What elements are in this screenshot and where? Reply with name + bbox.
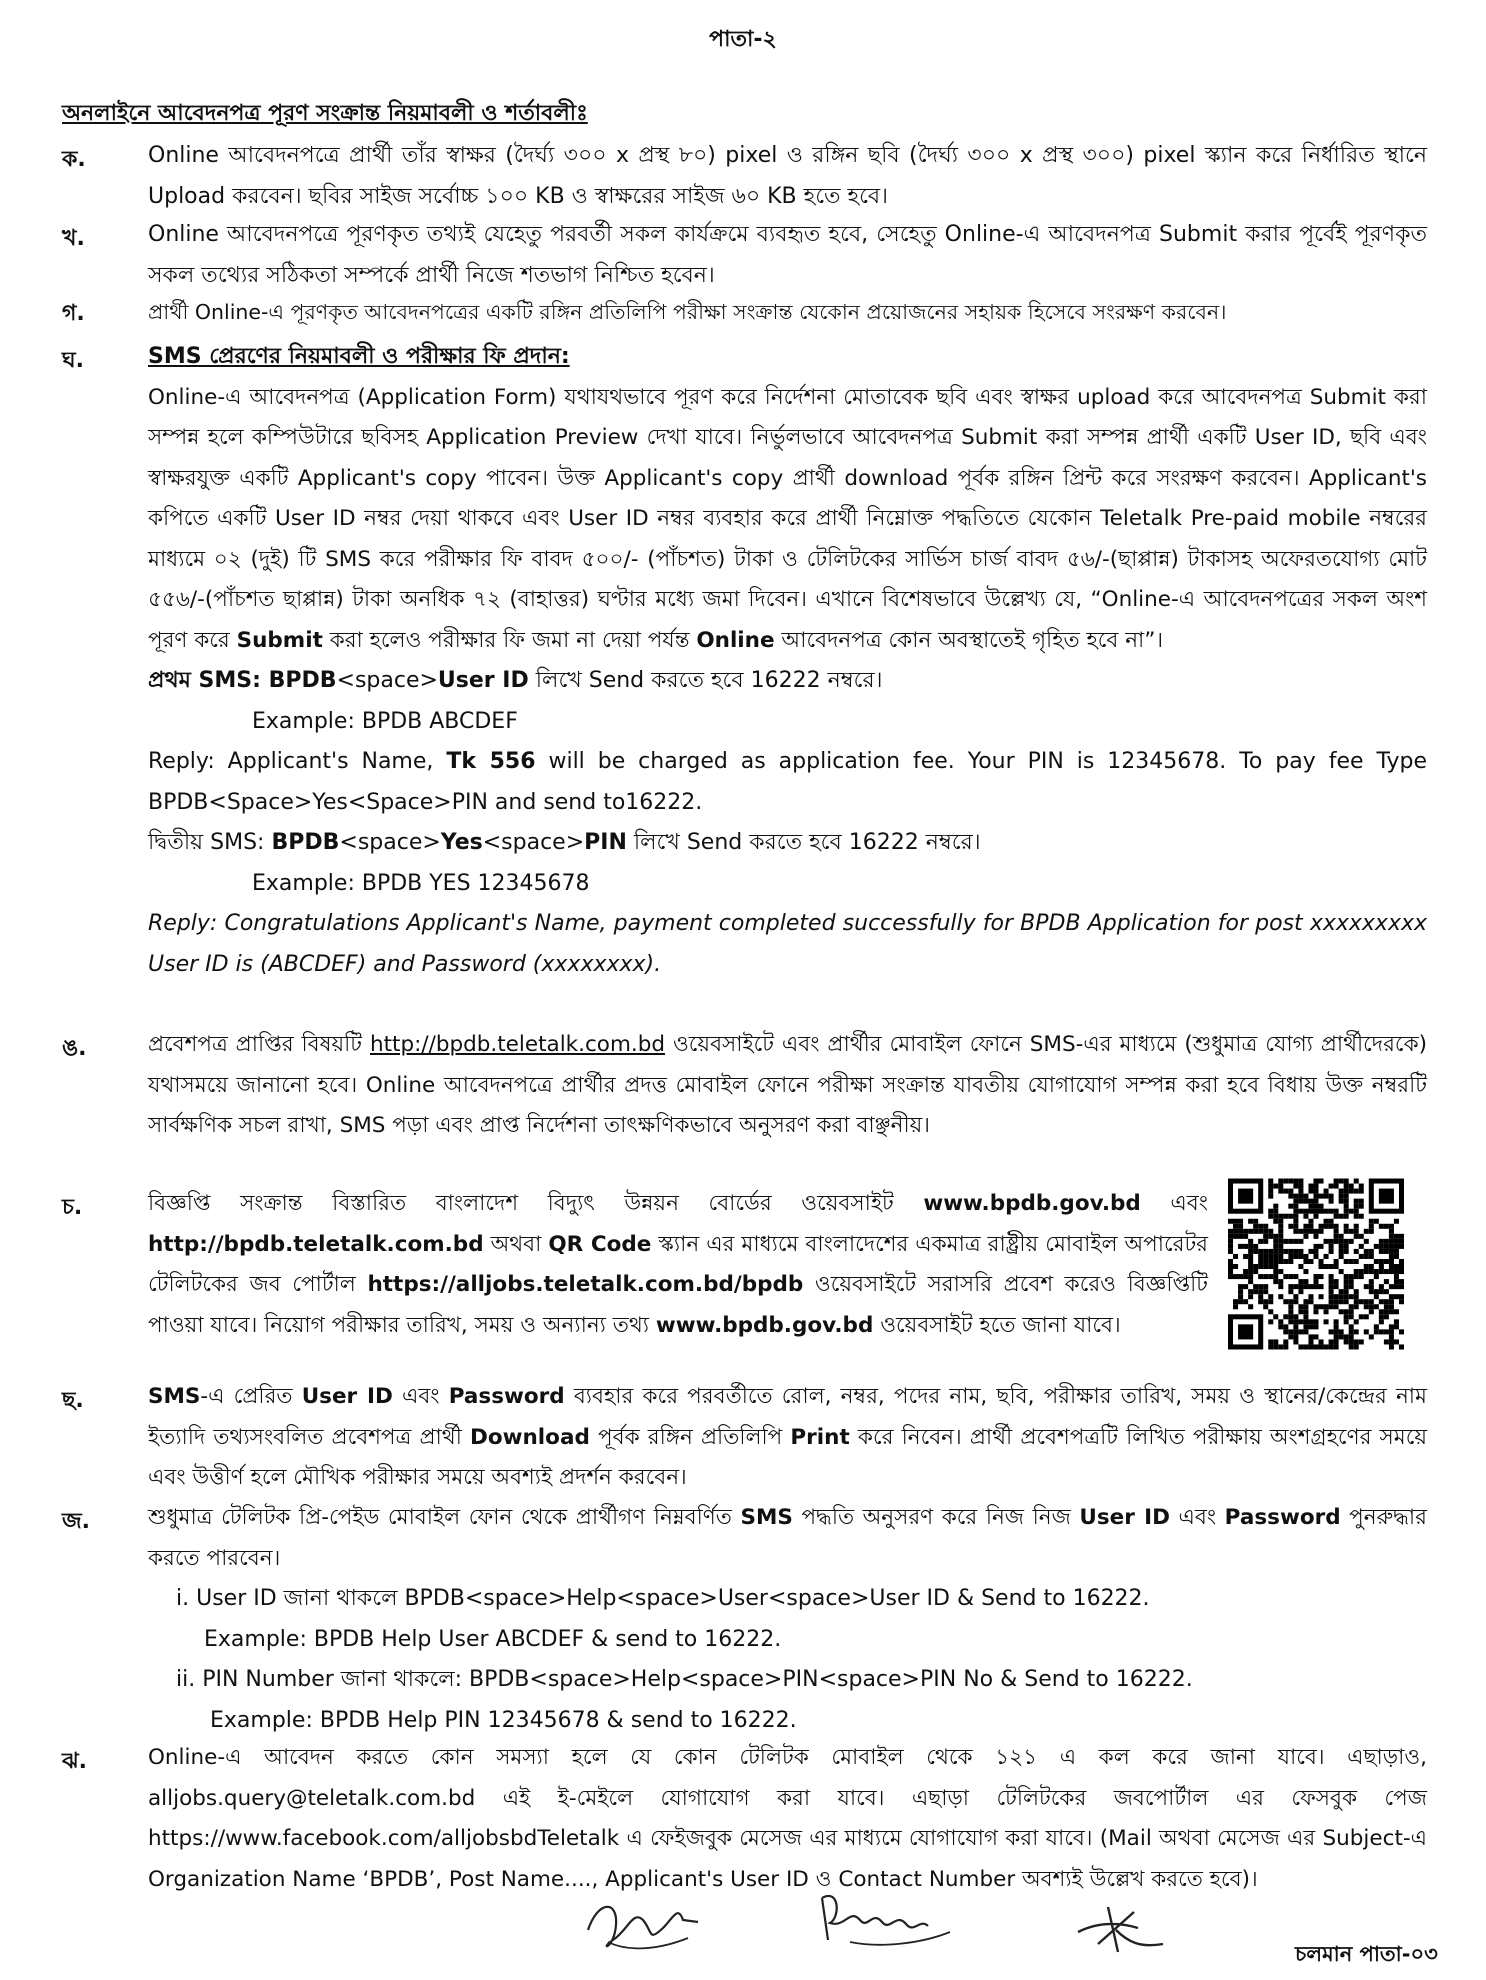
- sms-rules-title: SMS প্রেরণের নিয়মাবলী ও পরীক্ষার ফি প্রদান:: [148, 344, 570, 369]
- signature-2: [810, 1878, 960, 1960]
- item-text: ওয়েবসাইট হতে জানা যাবে।: [880, 1312, 1121, 1338]
- item-marker: ঝ.: [62, 1749, 88, 1774]
- qr-code-label: QR Code: [548, 1231, 652, 1257]
- sms2-yes: Yes: [440, 830, 483, 855]
- admit-card-link[interactable]: http://bpdb.teletalk.com.bd: [369, 1032, 666, 1057]
- userid-term: User ID: [1079, 1505, 1170, 1530]
- recovery-line-ii: ii. PIN Number জানা থাকলে: BPDB<space>Help<space>PIN<space>PIN No & Send to 16222.: [176, 1667, 1193, 1692]
- item-text: Online-এ আবেদন করতে কোন সমস্যা হলে যে কোন টেলিটক মোবাইল থেকে ১২১ এ কল করে জানা যাবে। এছাড়াও, alljobs.query@teletalk.com.bd এই ই-মেইলে যোগাযোগ করা যাবে। এছাড়া টেলিটকের জবপোর্টাল এর ফেসবুক পেজ https://www.facebook.com/alljobsbdTeletalk এ ফেইজবুক মেসেজ এর মাধ্যমে যোগাযোগ করা যাবে। (Mail অথবা মেসেজ এর Subject-এ Organization Name ‘BPDB’, Post Name...., Applicant's User ID ও Contact Number অবশ্যই উল্লেখ করতে হবে)।: [148, 1745, 1428, 1892]
- print-term: Print: [790, 1424, 850, 1450]
- recovery-example-i: Example: BPDB Help User ABCDEF & send to 16222.: [204, 1626, 782, 1652]
- item-text: করে নিবেন। প্রার্থী প্রবেশপত্রটি লিখিত পরীক্ষায় অংশগ্রহণের সময়ে এবং উত্তীর্ণ হলে মৌখিক পরীক্ষার সময়ে অবশ্যই প্রদর্শন করবেন।: [148, 1424, 1427, 1490]
- recovery-example-ii: Example: BPDB Help PIN 12345678 & send to 16222.: [210, 1707, 797, 1733]
- item-text: ওয়েবসাইটে সরাসরি প্রবেশ করেও বিজ্ঞপ্তিটি পাওয়া যাবে। নিয়োগ পরীক্ষার তারিখ, সময় ও অন্যান্য তথ্য: [148, 1272, 1209, 1338]
- password-term: Password: [448, 1384, 565, 1409]
- section-heading: অনলাইনে আবেদনপত্র পূরণ সংক্রান্ত নিয়মাবলী ও শর্তাবলীঃ: [62, 101, 588, 126]
- quote-part: আবেদনপত্র কোন অবস্থাতেই গৃহিত হবে না”।: [781, 627, 1164, 653]
- signature-3: [1068, 1892, 1178, 1962]
- sms-term: SMS: [740, 1505, 793, 1530]
- item-marker: গ.: [62, 301, 85, 326]
- sms1-space: <space>: [336, 668, 438, 693]
- sms2-pin: PIN: [584, 830, 627, 855]
- quote-part: করা হলেও পরীক্ষার ফি জমা না দেয়া পর্যন্ত: [329, 627, 690, 653]
- item-text: পদ্ধতি অনুসরণ করে নিজ নিজ: [801, 1505, 1071, 1530]
- reply1-amount: Tk 556: [446, 749, 536, 774]
- item-marker: ঘ.: [62, 348, 84, 373]
- item-text: এবং: [401, 1384, 440, 1409]
- quote-online: Online: [696, 627, 775, 653]
- sms2-bpdb: BPDB: [271, 830, 340, 855]
- reply-1: [148, 742, 1427, 823]
- recovery-line-i: i. User ID জানা থাকলে BPDB<space>Help<space>User<space>User ID & Send to 16222.: [176, 1586, 1150, 1611]
- sms1-userid: User ID: [437, 668, 529, 693]
- sms1-label: প্রথম SMS: BPDB: [148, 668, 337, 693]
- item-text: স্ক্যান এর মাধ্যমে বাংলাদেশের একমাত্র রাষ্ট্রীয় মোবাইল অপারেটর টেলিটকের জব পোর্টাল: [148, 1231, 1208, 1297]
- item-text: ওয়েবসাইটে এবং প্রার্থীর মোবাইল ফোনে SMS-এর মাধ্যমে (শুধুমাত্র যোগ্য প্রার্থীদেরকে) যথাসময়ে জানানো হবে। Online আবেদনপত্রে প্রার্থীর প্রদত্ত মোবাইল ফোনে পরীক্ষা সংক্রান্ত যাবতীয় যোগাযোগ সম্পন্ন করা হবে বিধায় উক্ত নম্বরটি সার্বক্ষণিক সচল রাখা, SMS পড়া এবং প্রাপ্ত নির্দেশনা তাৎক্ষণিকভাবে অনুসরণ করা বাঞ্ছনীয়।: [148, 1032, 1428, 1138]
- sms2-rest: লিখে Send করতে হবে 16222 নম্বরে।: [633, 830, 981, 855]
- reply1-start: Reply: Applicant's Name,: [148, 749, 434, 774]
- bpdb-website[interactable]: www.bpdb.gov.bd: [655, 1312, 874, 1338]
- sms-term: SMS: [148, 1384, 201, 1409]
- sms1-rest: লিখে Send করতে হবে 16222 নম্বরে।: [535, 668, 883, 693]
- sms2-label: দ্বিতীয় SMS:: [148, 830, 265, 855]
- item-text: ব্যবহার করে পরবর্তীতে রোল, নম্বর, পদের নাম, ছবি, পরীক্ষার তারিখ, সময় ও স্থানের/কেন্দ্রের নাম ইত্যাদি তথ্যসংবলিত প্রবেশপত্র প্রার্থী: [148, 1384, 1427, 1450]
- item-marker: ঙ.: [62, 1036, 87, 1061]
- userid-term: User ID: [301, 1384, 393, 1409]
- sms2-space: <space>: [482, 830, 585, 855]
- bpdb-website[interactable]: www.bpdb.gov.bd: [923, 1191, 1141, 1216]
- page-number: পাতা-২: [709, 27, 777, 52]
- reply-2: Reply: Congratulations Applicant's Name, payment completed successfully for BPDB Application for post xxxxxxxxx User ID is (ABCDEF) and Password (xxxxxxxx).: [148, 911, 1427, 977]
- item-text: Online আবেদনপত্রে পূরণকৃত তথ্যই যেহেতু পরবর্তী সকল কার্যক্রমে ব্যবহৃত হবে, সেহেতু Online-এ আবেদনপত্র Submit করার পূর্বেই পূরণকৃত সকল তথ্যের সঠিকতা সম্পর্কে প্রার্থী নিজে শতভাগ নিশ্চিত হবেন।: [148, 222, 1427, 288]
- item-text: প্রবেশপত্র প্রাপ্তির বিষয়টি: [148, 1032, 363, 1057]
- example-2: Example: BPDB YES 12345678: [252, 870, 590, 896]
- password-term: Password: [1224, 1505, 1341, 1530]
- item-marker: ছ.: [62, 1388, 84, 1413]
- sms1-line: [148, 661, 1427, 702]
- quote-part: “Online-এ আবেদনপত্রের সকল অংশ পূরণ করে: [148, 587, 1427, 653]
- item-marker: জ.: [62, 1509, 91, 1534]
- item-text: অথবা: [490, 1231, 542, 1257]
- continued-page-indicator: চলমান পাতা-০৩: [1295, 1942, 1438, 1966]
- item-text: শুধুমাত্র টেলিটক প্রি-পেইড মোবাইল ফোন থেকে প্রার্থীগণ নিম্নবর্ণিত: [148, 1505, 732, 1530]
- item-text: এবং: [1178, 1505, 1217, 1530]
- item-text: এবং: [1170, 1191, 1208, 1216]
- sms2-space: <space>: [339, 830, 441, 855]
- item-marker: খ.: [62, 226, 85, 251]
- item-marker: ক.: [62, 147, 86, 172]
- download-term: Download: [470, 1424, 590, 1450]
- sms2-line: [148, 823, 1427, 864]
- item-text: প্রার্থী Online-এ পূরণকৃত আবেদনপত্রের একটি রঙ্গিন প্রতিলিপি পরীক্ষা সংক্রান্ত যেকোন প্রয়োজনের সহায়ক হিসেবে সংরক্ষণ করবেন।: [148, 300, 1227, 324]
- example-1: Example: BPDB ABCDEF: [252, 708, 518, 734]
- quote-submit: Submit: [236, 627, 323, 653]
- qr-code-image[interactable]: [1228, 1178, 1404, 1350]
- item-text: -এ প্রেরিত: [200, 1384, 293, 1409]
- signature-1: [578, 1880, 708, 1960]
- item-marker: চ.: [62, 1195, 83, 1220]
- reply1-rest: will be charged as application fee. Your PIN is 12345678. To pay fee Type BPDB<Space>Yes<Space>PIN and send to16222.: [148, 749, 1427, 815]
- sms-rules-paragraph: Online-এ আবেদনপত্র (Application Form) যথাযথভাবে পূরণ করে নির্দেশনা মোতাবেক ছবি এবং স্বাক্ষর upload করে আবেদনপত্র Submit করা সম্পন্ন হলে কম্পিউটারে ছবিসহ Application Preview দেখা যাবে। নির্ভুলভাবে আবেদনপত্র Submit করা সম্পন্ন প্রার্থী একটি User ID, ছবি এবং স্বাক্ষরযুক্ত একটি Applicant's copy পাবেন। উক্ত Applicant's copy প্রার্থী download পূর্বক রঙ্গিন প্রিন্ট করে সংরক্ষণ করবেন। Applicant's কপিতে একটি User ID নম্বর দেয়া থাকবে এবং User ID নম্বর ব্যবহার করে প্রার্থী নিম্নোক্ত পদ্ধতিতে যেকোন Teletalk Pre-paid mobile নম্বরের মাধ্যমে ০২ (দুই) টি SMS করে পরীক্ষার ফি বাবদ ৫০০/- (পাঁচশত) টাকা ও টেলিটকের সার্ভিস চার্জ বাবদ ৫৬/-(ছাপ্পান্ন) টাকাসহ অফেরতযোগ্য মোট ৫৫৬/-(পাঁচশত ছাপ্পান্ন) টাকা অনধিক ৭২ (বাহাত্তর) ঘণ্টার মধ্যে জমা দিবেন। এখানে বিশেষভাবে উল্লেখ্য যে,: [148, 384, 1427, 612]
- item-text: Online আবেদনপত্রে প্রার্থী তাঁর স্বাক্ষর (দৈর্ঘ্য ৩০০ x প্রস্থ ৮০) pixel ও রঙ্গিন ছবি (দৈর্ঘ্য ৩০০ x প্রস্থ ৩০০) pixel স্ক্যান করে নির্ধারিত স্থানে Upload করবেন। ছবির সাইজ সর্বোচ্চ ১০০ KB ও স্বাক্ষরের সাইজ ৬০ KB হতে হবে।: [148, 143, 1427, 209]
- item-text: পূর্বক রঙ্গিন প্রতিলিপি: [598, 1424, 783, 1450]
- alljobs-website[interactable]: https://alljobs.teletalk.com.bd/bpdb: [367, 1272, 804, 1297]
- teletalk-website[interactable]: http://bpdb.teletalk.com.bd: [148, 1231, 484, 1257]
- item-text: পুনরুদ্ধার করতে পারবেন।: [148, 1505, 1427, 1571]
- item-text: বিজ্ঞপ্তি সংক্রান্ত বিস্তারিত বাংলাদেশ বিদ্যুৎ উন্নয়ন বোর্ডের ওয়েবসাইট: [148, 1191, 894, 1216]
